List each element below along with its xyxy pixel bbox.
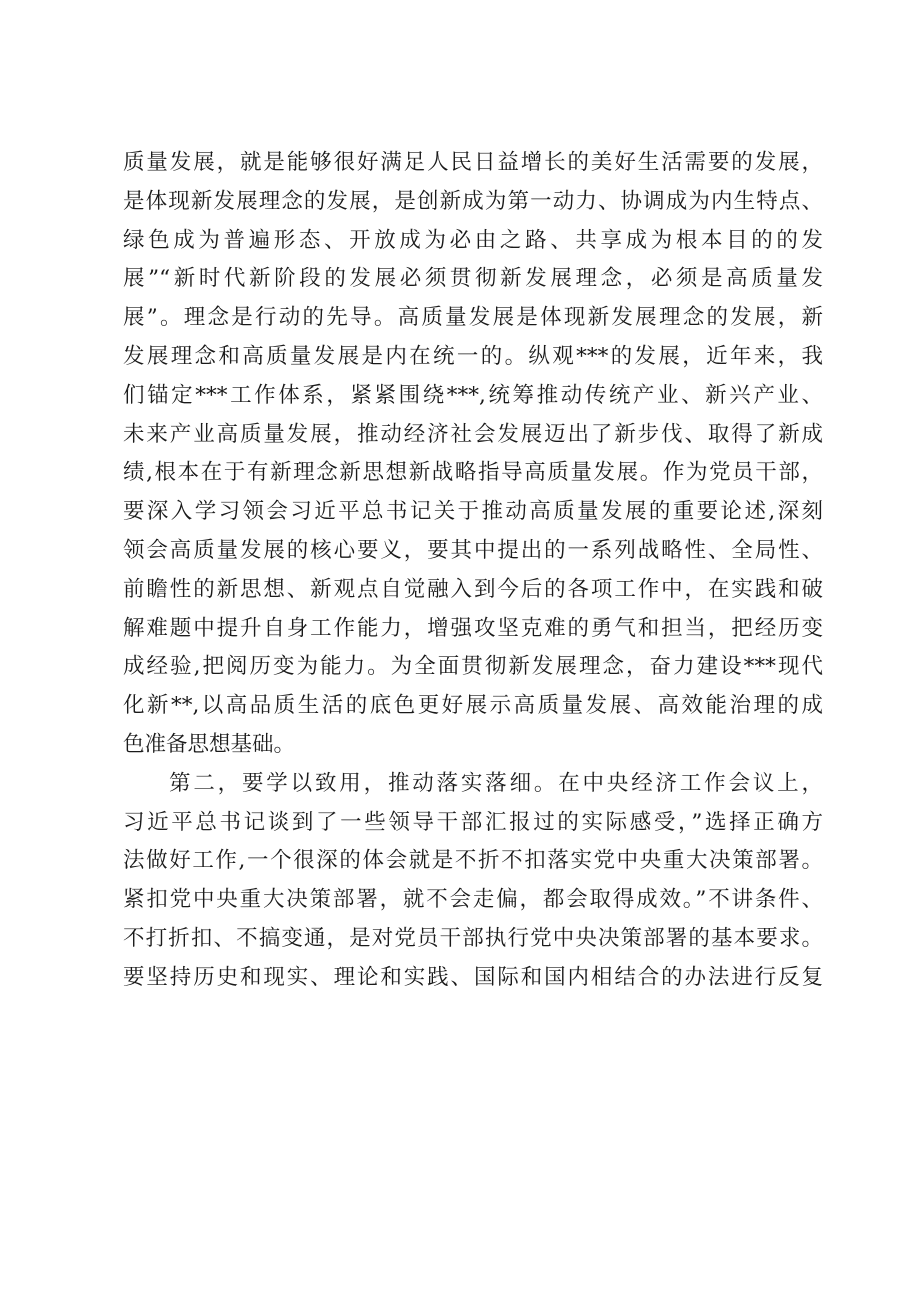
text-line: 要深入学习领会习近平总书记关于推动高质量发展的重要论述,深刻 <box>123 499 823 525</box>
text-line: 习近平总书记谈到了一些领导干部汇报过的实际感受，”选择正确方 <box>123 809 823 835</box>
text-line: 是体现新发展理念的发展，是创新成为第一动力、协调成为内生特点、 <box>123 188 823 214</box>
text-line: 展”“新时代新阶段的发展必须贯彻新发展理念，必须是高质量发 <box>123 266 823 292</box>
document-body <box>123 144 823 998</box>
text-line: 成经验,把阅历变为能力。为全面贯彻新发展理念，奋力建设***现代 <box>123 654 823 680</box>
text-line: 绩,根本在于有新理念新思想新战略指导高质量发展。作为党员干部， <box>123 460 823 486</box>
text-line: 绿色成为普遍形态、开放成为必由之路、共享成为根本目的的发 <box>123 227 823 253</box>
text-line: 展”。理念是行动的先导。高质量发展是体现新发展理念的发展，新 <box>123 305 823 331</box>
text-line: 要坚持历史和现实、理论和实践、国际和国内相结合的办法进行反复 <box>123 964 823 990</box>
text-line-first-indented: 第二，要学以致用，推动落实落细。在中央经济工作会议上， <box>169 770 823 796</box>
paragraph-2 <box>123 765 823 998</box>
text-line: 领会高质量发展的核心要义，要其中提出的一系列战略性、全局性、 <box>123 537 823 563</box>
text-line: 解难题中提升自身工作能力，增强攻坚克难的勇气和担当，把经历变 <box>123 615 823 641</box>
text-line: 发展理念和高质量发展是内在统一的。纵观***的发展，近年来，我 <box>123 343 823 369</box>
text-line: 化新**,以高品质生活的底色更好展示高质量发展、高效能治理的成 <box>123 693 823 719</box>
text-line: 不打折扣、不搞变通，是对党员干部执行党中央决策部署的基本要求。 <box>123 925 823 951</box>
text-line: 紧扣党中央重大决策部署，就不会走偏，都会取得成效。”不讲条件、 <box>123 887 823 913</box>
text-line: 未来产业高质量发展，推动经济社会发展迈出了新步伐、取得了新成 <box>123 421 823 447</box>
paragraph-1 <box>123 144 823 765</box>
text-line: 前瞻性的新思想、新观点自觉融入到今后的各项工作中，在实践和破 <box>123 576 823 602</box>
text-line-last: 色准备思想基础。 <box>123 731 296 757</box>
text-line: 法做好工作,一个很深的体会就是不折不扣落实党中央重大决策部署。 <box>123 848 823 874</box>
text-line: 们锚定***工作体系，紧紧围绕***,统筹推动传统产业、新兴产业、 <box>123 382 823 408</box>
text-line: 质量发展，就是能够很好满足人民日益增长的美好生活需要的发展， <box>123 150 823 175</box>
